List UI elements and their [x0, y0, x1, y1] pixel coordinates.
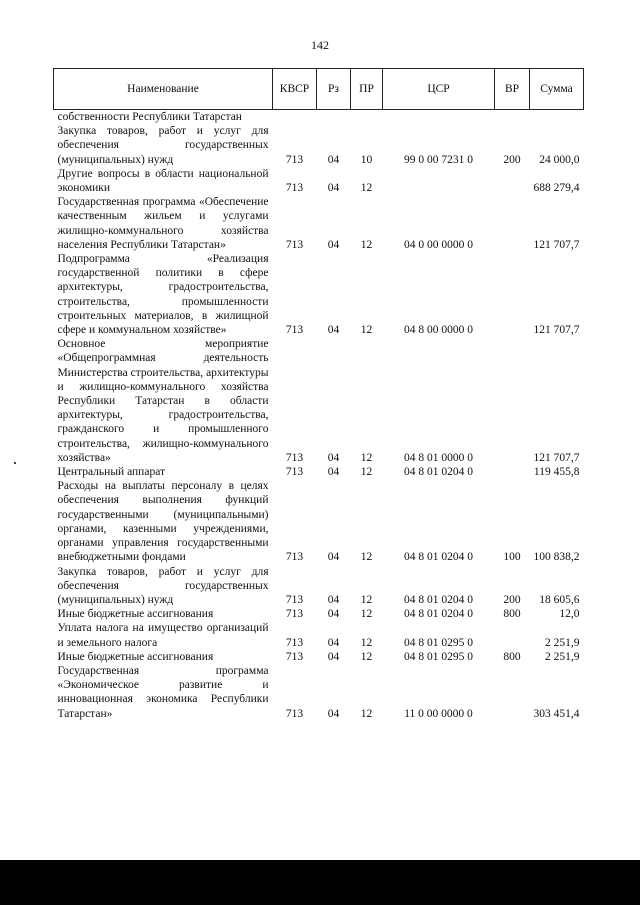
table-cell-rz: 04: [327, 707, 340, 720]
table-cell-rz: 04: [327, 324, 340, 337]
table-cell-name: Закупка товаров, работ и услуг для обеспечения государственных (муниципальных) нужд: [57, 565, 269, 606]
table-row: [54, 565, 584, 608]
table-cell-rz: 04: [327, 593, 340, 606]
table-cell-sum: 12,0: [559, 608, 580, 621]
table-cell-kvsr: 713: [285, 466, 304, 479]
table-cell-name: Центральный аппарат: [57, 466, 166, 479]
table-cell-vr: [495, 621, 530, 649]
table-cell-kvsr: 713: [285, 608, 304, 621]
table-cell-name: Основное мероприятие «Общепрограммная деятельность Министерства строительства, архитектуры и жилищно-коммунального хозяйства Республики Татарстан в области архитектуры, градостроительства, гражданского и промышленного строительства, жилищно-коммунального хозяйства»: [57, 338, 269, 464]
table-cell-csr: 04 8 00 0000 0: [404, 324, 473, 337]
table-cell-kvsr: 713: [285, 636, 304, 649]
table-cell-kvsr: 713: [285, 324, 304, 337]
table-cell-pr: 12: [360, 636, 373, 649]
table-cell-sum: 100 838,2: [533, 551, 580, 564]
table-cell-sum: 121 707,7: [533, 238, 580, 251]
table-cell-name: Другие вопросы в области национальной экономики: [57, 167, 269, 195]
table-cell-vr: [495, 167, 530, 195]
budget-table: [53, 68, 584, 721]
table-row: [54, 252, 584, 337]
table-cell-pr: 12: [360, 182, 373, 195]
table-row: [54, 621, 584, 649]
table-cell-vr: [495, 465, 530, 479]
table-cell-rz: 04: [327, 451, 340, 464]
table-cell-kvsr: 713: [285, 153, 304, 166]
table-row: [54, 479, 584, 564]
header-name: Наименование: [54, 69, 273, 110]
table-cell-vr: [495, 337, 530, 465]
header-rz: Рз: [317, 69, 351, 110]
table-cell-csr: 04 8 01 0295 0: [404, 636, 473, 649]
table-cell-pr: 12: [360, 551, 373, 564]
table-row: [54, 650, 584, 664]
table-cell-sum: 303 451,4: [533, 707, 580, 720]
table-cell-sum: 18 605,6: [539, 593, 580, 606]
table-row: [54, 124, 584, 167]
page-number: 142: [311, 38, 329, 52]
table-row: [54, 195, 584, 252]
table-cell-kvsr: 713: [285, 238, 304, 251]
table-cell-name: собственности Республики Татарстан: [57, 111, 242, 123]
table-row: [54, 664, 584, 721]
table-cell-sum: 121 707,7: [533, 451, 580, 464]
table-cell-pr: 12: [360, 466, 373, 479]
table-cell-sum: [530, 110, 584, 125]
table-cell-name: Расходы на выплаты персоналу в целях обеспечения выполнения функций государственными (муниципальными) органами, казенными учреждениями, органами управления государственными внебюджетными фондами: [57, 480, 269, 564]
table-cell-sum: 119 455,8: [533, 466, 580, 479]
table-cell-rz: 04: [327, 608, 340, 621]
table-cell-kvsr: 713: [285, 182, 304, 195]
table-cell-name: Иные бюджетные ассигнования: [57, 608, 214, 621]
table-cell-vr: 200: [503, 593, 521, 606]
table-cell-kvsr: 713: [285, 707, 304, 720]
table-cell-csr: 99 0 00 7231 0: [404, 153, 473, 166]
table-cell-pr: 12: [360, 451, 373, 464]
scan-bottom-band: [0, 860, 640, 905]
table-cell-rz: 04: [327, 466, 340, 479]
table-cell-vr: 200: [503, 153, 521, 166]
table-cell-kvsr: 713: [285, 593, 304, 606]
table-cell-csr: 11 0 00 0000 0: [404, 707, 473, 720]
table-cell-csr: 04 0 00 0000 0: [404, 238, 473, 251]
table-cell-vr: [495, 664, 530, 721]
table-cell-kvsr: 713: [285, 451, 304, 464]
table-cell-pr: 12: [360, 707, 373, 720]
table-cell-vr: [495, 252, 530, 337]
table-cell-sum: 2 251,9: [545, 650, 580, 663]
header-pr: ПР: [351, 69, 383, 110]
table-cell-pr: 10: [360, 153, 373, 166]
table-cell-sum: 688 279,4: [533, 182, 580, 195]
table-cell-csr: 04 8 01 0204 0: [404, 593, 473, 606]
table-cell-name: Уплата налога на имущество организаций и земельного налога: [57, 622, 269, 649]
table-cell-vr: [495, 195, 530, 252]
table-row: [54, 465, 584, 479]
table-cell-kvsr: [273, 110, 317, 125]
table-cell-rz: 04: [327, 636, 340, 649]
table-cell-rz: 04: [327, 153, 340, 166]
table-row: [54, 110, 584, 125]
table-cell-sum: 24 000,0: [539, 153, 580, 166]
header-sum: Сумма: [530, 69, 584, 110]
table-cell-name: Иные бюджетные ассигнования: [57, 650, 214, 663]
table-cell-csr: 04 8 01 0295 0: [404, 650, 473, 663]
table-header-row: [54, 69, 584, 110]
table-cell-pr: [351, 110, 383, 125]
table-cell-csr: 04 8 01 0204 0: [404, 466, 473, 479]
margin-dot: [14, 462, 16, 464]
table-cell-sum: 121 707,7: [533, 324, 580, 337]
table-cell-csr: 04 8 01 0204 0: [404, 608, 473, 621]
table-cell-vr: 800: [503, 650, 521, 663]
table-cell-vr: [495, 110, 530, 125]
table-cell-rz: 04: [327, 238, 340, 251]
table-cell-rz: 04: [327, 551, 340, 564]
table-row: [54, 167, 584, 195]
table-cell-name: Подпрограмма «Реализация государственной политики в сфере архитектуры, градостроительства, строительства, промышленности строительных материалов, в жилищной сфере и коммунальном хозяйстве»: [57, 253, 269, 337]
table-cell-csr: 04 8 01 0000 0: [404, 451, 473, 464]
table-row: [54, 607, 584, 621]
table-cell-pr: 12: [360, 324, 373, 337]
table-cell-vr: 100: [503, 551, 521, 564]
table-cell-rz: 04: [327, 650, 340, 663]
table-cell-csr: [383, 110, 495, 125]
table-row: [54, 337, 584, 465]
table-cell-csr: [383, 167, 495, 195]
table-cell-sum: 2 251,9: [545, 636, 580, 649]
header-kvsr: КВСР: [273, 69, 317, 110]
table-cell-pr: 12: [360, 650, 373, 663]
table-cell-pr: 12: [360, 608, 373, 621]
header-csr: ЦСР: [383, 69, 495, 110]
table-cell-kvsr: 713: [285, 650, 304, 663]
table-cell-pr: 12: [360, 238, 373, 251]
header-vr: ВР: [495, 69, 530, 110]
table-cell-name: Государственная программа «Обеспечение качественным жильем и услугами жилищно-коммунального хозяйства населения Республики Татарстан»: [57, 196, 269, 251]
table-cell-name: Закупка товаров, работ и услуг для обеспечения государственных (муниципальных) нужд: [57, 125, 269, 166]
table-cell-pr: 12: [360, 593, 373, 606]
table-cell-rz: 04: [327, 182, 340, 195]
table-cell-csr: 04 8 01 0204 0: [404, 551, 473, 564]
table-cell-kvsr: 713: [285, 551, 304, 564]
table-cell-name: Государственная программа «Экономическое развитие и инновационная экономика Республики Татарстан»: [57, 664, 269, 720]
table-cell-rz: [317, 110, 351, 125]
table-cell-vr: 800: [503, 608, 521, 621]
